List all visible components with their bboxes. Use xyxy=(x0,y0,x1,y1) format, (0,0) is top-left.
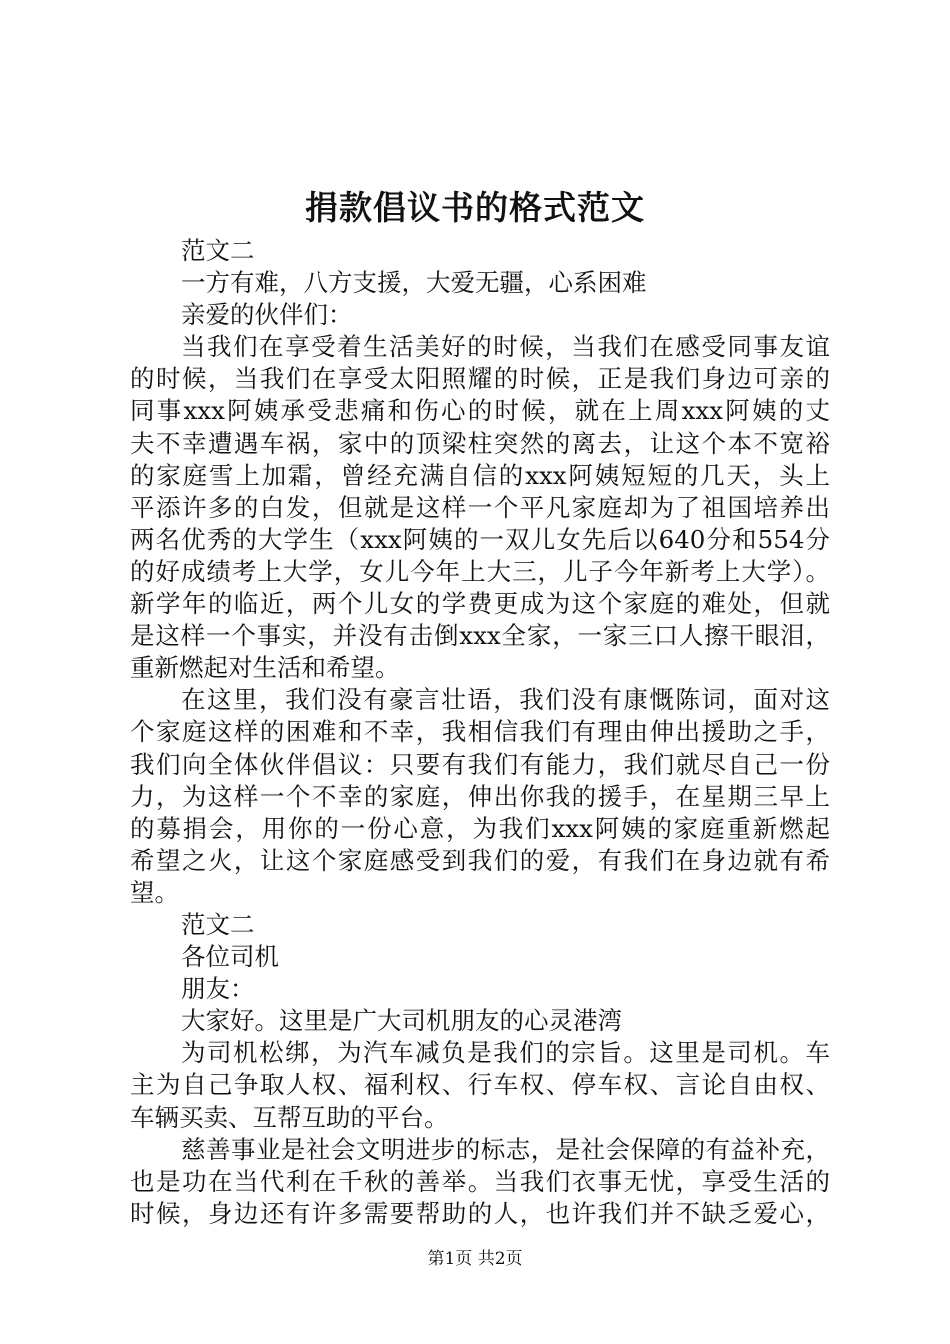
text-line: 的募捐会，用你的一份心意，为我们xxx阿姨的家庭重新燃起 xyxy=(130,813,830,843)
text-line: 是这样一个事实，并没有击倒xxx全家，一家三口人擦干眼泪， xyxy=(130,621,830,651)
text-line: 范文二 xyxy=(181,909,255,939)
text-line: 新学年的临近，两个儿女的学费更成为这个家庭的难处，但就 xyxy=(130,589,830,619)
text-line: 也是功在当代利在千秋的善举。当我们衣事无忧，享受生活的 xyxy=(130,1166,830,1196)
text-line: 同事xxx阿姨承受悲痛和伤心的时候，就在上周xxx阿姨的丈 xyxy=(130,396,830,426)
text-line: 范文二 xyxy=(181,236,255,265)
text-line: 重新燃起对生活和希望。 xyxy=(130,653,400,683)
text-line: 主为自己争取人权、福利权、行车权、停车权、言论自由权、 xyxy=(130,1070,830,1100)
text-line: 力，为这样一个不幸的家庭，伸出你我的援手，在星期三早上 xyxy=(130,781,830,811)
text-line: 希望之火，让这个家庭感受到我们的爱，有我们在身边就有希 xyxy=(130,845,830,875)
document-body xyxy=(130,235,830,1230)
text-line: 朋友： xyxy=(181,974,255,1004)
page-footer: 第1页 共2页 xyxy=(427,1249,523,1269)
text-line: 时候，身边还有许多需要帮助的人，也许我们并不缺乏爱心， xyxy=(130,1198,830,1228)
text-line: 各位司机 xyxy=(181,942,279,972)
text-line: 个家庭这样的困难和不幸，我相信我们有理由伸出援助之手， xyxy=(130,717,830,747)
text-line: 大家好。这里是广大司机朋友的心灵港湾 xyxy=(181,1006,622,1036)
text-line: 慈善事业是社会文明进步的标志，是社会保障的有益补充， xyxy=(181,1134,830,1164)
text-line: 的时候，当我们在享受太阳照耀的时候，正是我们身边可亲的 xyxy=(130,364,830,394)
text-line: 在这里，我们没有豪言壮语，我们没有康慨陈词，面对这 xyxy=(181,685,830,715)
document-title: 捐款倡议书的格式范文 xyxy=(305,188,645,227)
text-line: 亲爱的伙伴们： xyxy=(181,300,353,330)
text-line: 的好成绩考上大学，女儿今年上大三，儿子今年新考上大学）。 xyxy=(130,556,830,586)
text-line: 两名优秀的大学生（xxx阿姨的一双儿女先后以640分和554分 xyxy=(130,524,830,554)
text-line: 平添许多的白发，但就是这样一个平凡家庭却为了祖国培养出 xyxy=(130,492,830,522)
text-line: 当我们在享受着生活美好的时候，当我们在感受同事友谊 xyxy=(181,332,830,362)
text-line: 的家庭雪上加霜，曾经充满自信的xxx阿姨短短的几天，头上 xyxy=(130,460,830,490)
text-line: 我们向全体伙伴倡议：只要有我们有能力，我们就尽自己一份 xyxy=(130,749,830,779)
text-line: 车辆买卖、互帮互助的平台。 xyxy=(130,1102,449,1132)
text-line: 望。 xyxy=(130,877,179,907)
text-line: 一方有难，八方支援，大爱无疆，心系困难 xyxy=(181,268,647,298)
text-line: 夫不幸遭遇车祸，家中的顶梁柱突然的离去，让这个本不宽裕 xyxy=(130,428,830,458)
text-line: 为司机松绑，为汽车减负是我们的宗旨。这里是司机。车 xyxy=(181,1038,830,1068)
